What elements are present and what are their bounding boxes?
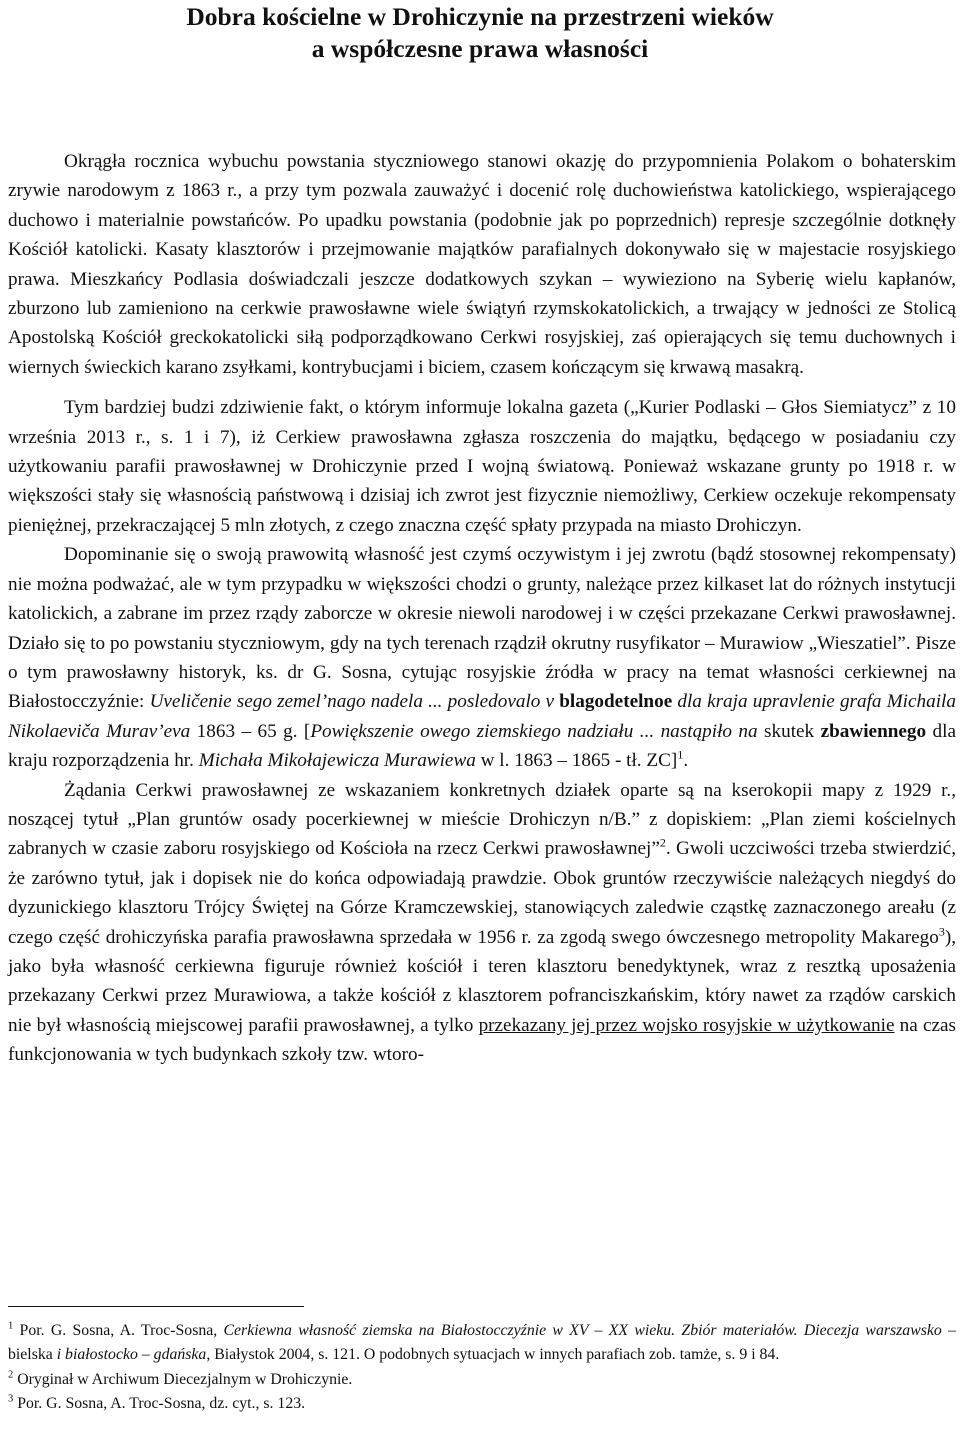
translation-text-2: dla kraju rozporządzenia hr. — [8, 720, 956, 772]
footnote-1-dash: – bielska — [8, 1322, 957, 1364]
footnote-ref-2[interactable]: 2 — [659, 835, 666, 850]
footnote-1-number: 1 — [8, 1320, 14, 1332]
translation-bold: zbawiennego — [820, 720, 927, 742]
underlined-text: przekazany jej przez wojsko rosyjskie w użytkowanie — [478, 1014, 895, 1036]
translation-text: skutek — [757, 720, 821, 742]
footnote-3-number: 3 — [8, 1393, 14, 1405]
footnote-2 — [8, 1368, 956, 1392]
footnotes — [8, 1319, 956, 1417]
footnote-1-title: Cerkiewna własność ziemska na Białostocczyźnie w XV – XX wieku. Zbiór materiałów. Diecezja warszawsko — [223, 1322, 942, 1339]
footnote-divider — [8, 1306, 304, 1307]
footnote-3 — [8, 1392, 956, 1416]
russian-quote-bold: blagodetelnoe — [559, 691, 673, 713]
translation-end: w l. 1863 – 1865 - tł. ZC] — [475, 750, 678, 772]
paragraph-4-text-3: ), jako była własność cerkiewna figuruje również kościół i teren klasztoru benedyktynek, wraz z resztką uposażenia przekazany Cerkwi przez Murawiowa, a także kościół z klasztorem pofranciszkańskim, który nawet za rządów carskich nie był własnością miejscowej parafii prawosławnej, a tylko — [8, 926, 956, 1036]
paragraph-3-end: . — [683, 750, 689, 772]
paragraph-4-text: Żądania Cerkwi prawosławnej ze wskazaniem konkretnych działek oparte są na kserokopii mapy z 1929 r., noszącej tytuł „Plan gruntów osady pocerkiewnej w mieście Drohiczyn n/B.” z dopiskiem: „Plan ziemi kościelnych zabranych w czasie zaboru rosyjskiego od Kościoła na rzecz Cerkwi prawosławnej” — [8, 779, 956, 860]
footnote-ref-3[interactable]: 3 — [938, 924, 945, 939]
paragraph-3 — [8, 540, 956, 775]
footnote-3-text: Por. G. Sosna, A. Troc-Sosna, dz. cyt., s. 123. — [13, 1395, 306, 1413]
paragraph-4-text-2: . Gwoli uczciwości trzeba stwierdzić, że zarówno tytuł, jak i dopisek nie do końca odpowiadają prawdzie. Obok gruntów rzeczywiście należących niegdyś do dyzunickiego klasztoru Trójcy Świętej na Górze Kramczewskiej, stanowiących zaledwie cząstkę zaznaczonego areału (z czego część drohiczyńska parafia prawosławna sprzedała w 1956 r. za zgodą swego ówczesnego metropolity Makarego — [8, 838, 956, 948]
quote-years: 1863 – 65 g. [ — [190, 720, 311, 742]
paragraph-1: Okrągła rocznica wybuchu powstania styczniowego stanowi okazję do przypomnienia Polakom o bohaterskim zrywie narodowym z 1863 r., a przy tym pozwala zauważyć i docenić rolę duchowieństwa katolickiego, wspierającego duchowo i materialnie powstańców. Po upadku powstania (podobnie jak po poprzednich) represje szczególnie dotknęły Kościół katolicki. Kasaty klasztorów i przejmowanie majątków parafialnych dokonywało się w majestacie rosyjskiego prawa. Mieszkańcy Podlasia doświadczali jeszcze dodatkowych szykan – wywieziono na Syberię wielu kapłanów, zburzono lub zamieniono na cerkwie prawosławne wiele świątyń rzymskokatolickich, a trwający w jedności ze Stolicą Apostolską Kościół greckokatolicki siłą podporządkowano Cerkwi rosyjskiej, zaś opierających się temu duchownych i wiernych świeckich karano zsyłkami, kontrybucjami i biciem, czasem kończącym się krwawą masakrą. — [8, 151, 956, 378]
footnote-2-number: 2 — [8, 1369, 14, 1381]
russian-quote-cont: dla kraja upravlenie grafa Michaila Nikolaeviča Murav’eva — [8, 691, 956, 742]
footnote-1-end: , Białystok 2004, s. 121. O podobnych sytuacjach w innych parafiach zob. tamże, s. 9 i 84. — [206, 1346, 780, 1364]
footnote-1-title-2: i białostocko – gdańska — [56, 1346, 207, 1364]
footnote-ref-1[interactable]: 1 — [677, 747, 684, 762]
footnote-1 — [8, 1319, 956, 1368]
translation-name: Michała Mikołajewicza Murawiewa — [198, 750, 476, 772]
russian-quote: Uveličenie sego zemel’nago nadela ... posledovalo v — [149, 691, 560, 713]
paragraph-2: Tym bardziej budzi zdziwienie fakt, o którym informuje lokalna gazeta („Kurier Podlaski – Głos Siemiatycz” z 10 września 2013 r., s. 1 i 7), iż Cerkiew prawosławna zgłasza roszczenia do majątku, będącego w posiadaniu czy użytkowaniu parafii prawosławnej w Drohiczynie przed I wojną światową. Ponieważ wskazane grunty po 1918 r. w większości stały się własnością państwową i dzisiaj ich zwrot jest fizycznie niemożliwy, Cerkiew oczekuje rekompensaty pieniężnej, przekraczającej 5 mln złotych, z czego znaczna część spłaty przypada na miasto Drohiczyn. — [8, 397, 956, 536]
article-body — [8, 147, 956, 1070]
footnote-1-text: Por. G. Sosna, A. Troc-Sosna, — [13, 1322, 224, 1339]
paragraph-4 — [8, 776, 956, 1070]
paragraph-3-text: Dopominanie się o swoją prawowitą własność jest czymś oczywistym i jej zwrotu (bądź stosownej rekompensaty) nie można podważać, ale w tym przypadku w większości chodzi o grunty, należące przez kilkaset lat do różnych instytucji katolickich, a zabrane im przez rządy zaborcze w okresie niewoli narodowej i w części przekazane Cerkwi prawosławnej. Działo się to po powstaniu styczniowym, gdy na tych terenach rządził okrutny rusyfikator – Murawiow „Wieszatiel”. Pisze o tym prawosławny historyk, ks. dr G. Sosna, cytując rosyjskie źródła w pracy na temat własności cerkiewnej na Białostocczyźnie: — [8, 544, 956, 713]
title-line-1: Dobra kościelne w Drohiczynie na przestrzeni wieków — [186, 2, 774, 31]
title-line-2: a współczesne prawa własności — [311, 34, 649, 63]
translation-italic: Powiększenie owego ziemskiego nadziału ... nastąpiło na — [310, 720, 758, 742]
paragraph-4-end: na czas funkcjonowania w tych budynkach szkoły tzw. wtoro- — [8, 1014, 957, 1066]
footnote-2-text: Oryginał w Archiwum Diecezjalnym w Drohiczynie. — [13, 1370, 353, 1388]
